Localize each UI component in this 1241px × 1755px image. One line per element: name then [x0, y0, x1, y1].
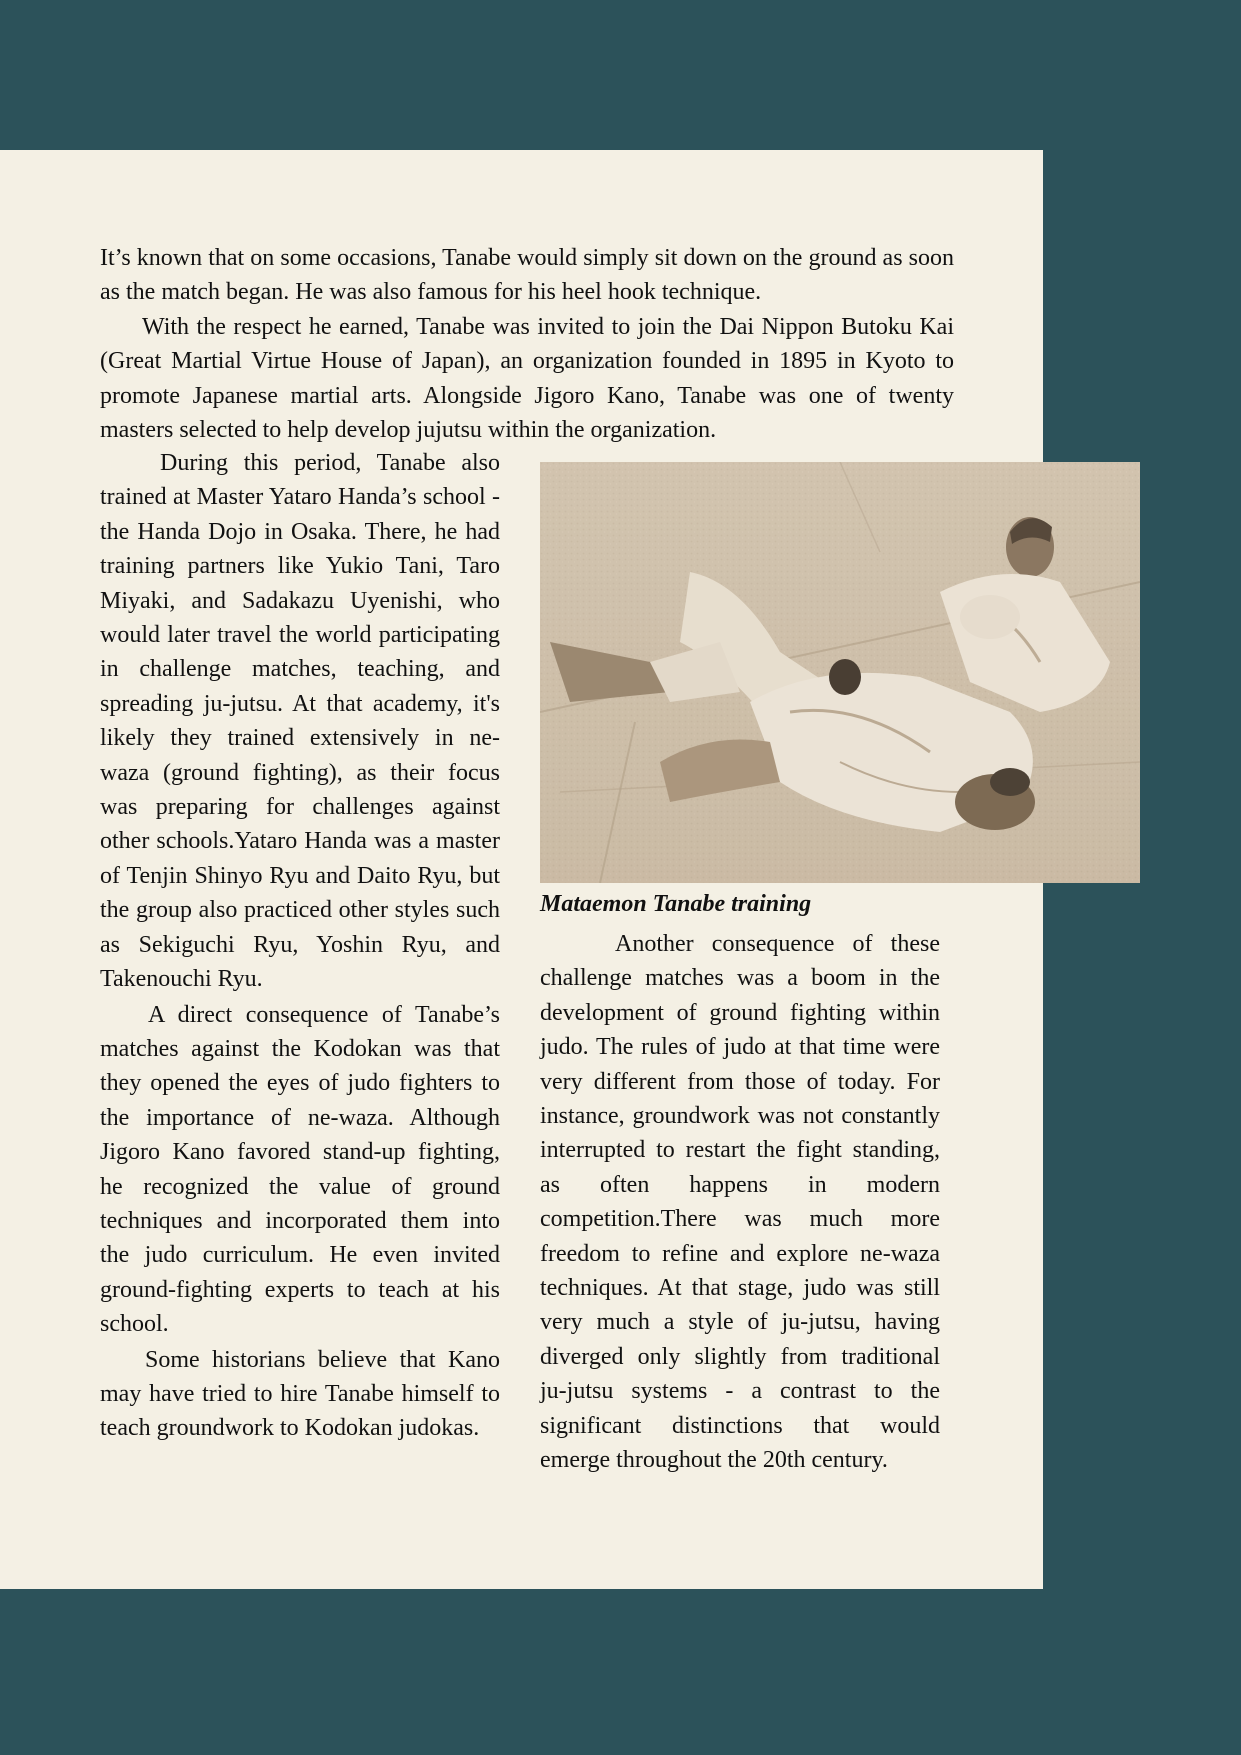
intro-text	[100, 241, 954, 447]
sepia-photo-image	[540, 462, 1140, 883]
paragraph-historians: Some historians believe that Kano may have tried to hire Tanabe himself to teach groundwork to Kodokan judokas.	[100, 1346, 500, 1442]
training-photo	[540, 462, 1140, 883]
paragraph-heel-hook: It’s known that on some occasions, Tanabe would simply sit down on the ground as soon as the match began. He was also famous for his heel hook technique.	[100, 245, 954, 306]
paragraph-direct-consequence: A direct consequence of Tanabe’s matches against the Kodokan was that they opened the eyes of judo fighters to the importance of ne-waza. Although Jigoro Kano favored stand-up fighting, he recognized the value of ground techniques and incorporated them into the judo curriculum. He even invited ground-fighting experts to teach at his school.	[100, 1001, 500, 1338]
right-column	[540, 927, 940, 1478]
left-column	[100, 446, 500, 1446]
paragraph-butoku-kai: With the respect he earned, Tanabe was invited to join the Dai Nippon Butoku Kai (Great Martial Virtue House of Japan), an organization founded in 1895 in Kyoto to promote Japanese martial arts. Alongside Jigoro Kano, Tanabe was one of twenty masters selected to help develop jujutsu within the organization.	[100, 313, 954, 444]
paragraph-handa-dojo: During this period, Tanabe also trained at Master Yataro Handa’s school - the Handa Dojo in Osaka. There, he had training partners like Yukio Tani, Taro Miyaki, and Sadakazu Uyenishi, who would later travel the world participating in challenge matches, teaching, and spreading ju-jutsu. At that academy, it's likely they trained extensively in ne-waza (ground fighting), as their focus was preparing for challenges against other schools.Yataro Handa was a master of Tenjin Shinyo Ryu and Daito Ryu, but the group also practiced other styles such as Sekiguchi Ryu, Yoshin Ryu, and Takenouchi Ryu.	[100, 450, 500, 993]
paragraph-another-consequence: Another consequence of these challenge matches was a boom in the development of ground fighting within judo. The rules of judo at that time were very different from those of today. For instance, groundwork was not constantly interrupted to restart the fight standing, as often happens in modern competition.There was much more freedom to refine and explore ne-waza techniques. At that stage, judo was still very much a style of ju-jutsu, having diverged only slightly from traditional ju-jutsu systems - a contrast to the significant distinctions that would emerge throughout the 20th century.	[540, 931, 940, 1474]
photo-caption: Mataemon Tanabe training	[540, 891, 812, 917]
